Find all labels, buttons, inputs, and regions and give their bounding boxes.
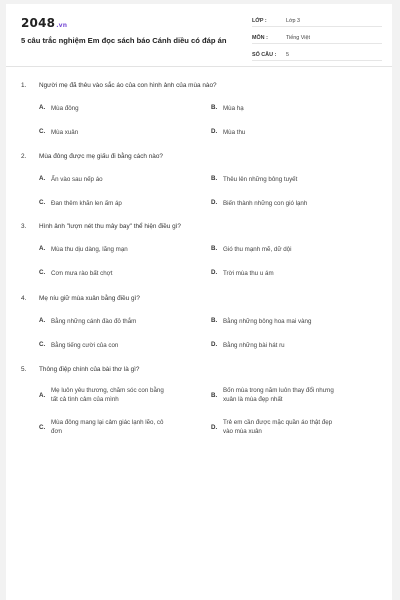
option-text: Biến thành những con gió lạnh [223, 200, 308, 207]
option-text-line: Trẻ em cần được mặc quần áo thật đẹp [223, 419, 333, 426]
option-text: Bằng những cánh đào đỏ thắm [51, 318, 137, 325]
question-text: Thông điệp chính của bài thơ là gì? [39, 366, 140, 373]
option-text: Mùa đông [51, 105, 79, 112]
option-b[interactable] [211, 245, 291, 254]
option-letter: B. [211, 104, 218, 111]
question-stem [21, 223, 181, 230]
option-letter: C. [39, 128, 46, 135]
option-text: Mùa xuân [51, 129, 79, 136]
option-a[interactable] [39, 317, 136, 326]
question-stem [21, 82, 217, 89]
option-text: Mùa thu [223, 129, 246, 136]
meta-row-question-count [252, 49, 382, 61]
option-text-line: Mẹ luôn yêu thương, chăm sóc con bằng [51, 387, 164, 394]
option-text-line: vào mùa xuân [223, 428, 262, 435]
meta-value: 5 [286, 51, 289, 58]
option-text-line: xuân là mùa đẹp nhất [223, 396, 283, 403]
option-text-line: Mùa đông mang lại cảm giác lạnh lẽo, cô [51, 419, 164, 426]
option-text-line: Bốn mùa trong năm luôn thay đổi nhưng [223, 387, 334, 394]
option-d[interactable] [211, 341, 285, 350]
option-d[interactable] [211, 128, 245, 137]
option-letter: D. [211, 423, 218, 431]
option-b[interactable] [211, 175, 297, 184]
question-text: Mẹ níu giữ mùa xuân bằng điều gì? [39, 295, 140, 302]
option-letter: C. [39, 341, 46, 348]
option-text [51, 386, 164, 404]
meta-row-grade [252, 15, 382, 27]
meta-value: Lớp 3 [286, 17, 301, 24]
option-letter: A. [39, 245, 46, 252]
meta-label: MÔN : [252, 34, 268, 41]
question-text: Người mẹ đã thêu vào sắc áo của con hình ảnh của mùa nào? [39, 82, 217, 89]
question-number: 5. [21, 366, 27, 373]
option-text [223, 418, 332, 436]
option-letter: D. [211, 199, 218, 206]
question-stem [21, 366, 139, 373]
option-letter: B. [211, 245, 218, 252]
option-text: Mùa hạ [223, 105, 244, 112]
option-text: Trời mùa thu u ám [223, 270, 274, 277]
question-number: 2. [21, 153, 27, 160]
option-a[interactable] [39, 386, 164, 404]
option-text: Thêu lên những bông tuyết [223, 176, 298, 183]
option-letter: B. [211, 317, 218, 324]
option-letter: B. [211, 391, 218, 399]
option-letter: D. [211, 269, 218, 276]
option-c[interactable] [39, 128, 78, 137]
option-c[interactable] [39, 418, 163, 436]
option-letter: C. [39, 423, 46, 431]
meta-info [252, 15, 382, 66]
option-letter: D. [211, 341, 218, 348]
logo-suffix: .vn [56, 22, 68, 29]
option-c[interactable] [39, 199, 122, 208]
option-letter: A. [39, 317, 46, 324]
option-text [223, 386, 334, 404]
option-letter: D. [211, 128, 218, 135]
option-c[interactable] [39, 269, 112, 278]
worksheet-page [6, 4, 392, 600]
option-text: Đan thêm khăn len ấm áp [51, 200, 122, 207]
option-text: Ẩn vào sau nếp áo [51, 176, 103, 183]
option-a[interactable] [39, 104, 79, 113]
question-stem [21, 153, 163, 160]
option-d[interactable] [211, 269, 274, 278]
meta-label: SỐ CÂU : [252, 51, 277, 58]
option-text: Mùa thu dịu dàng, lãng mạn [51, 246, 128, 253]
meta-value: Tiếng Việt [286, 34, 310, 41]
option-letter: A. [39, 104, 46, 111]
logo-main: 2048 [21, 16, 56, 30]
question-number: 1. [21, 82, 27, 89]
question-text: Hình ảnh "lượn nét thu mây bay" thể hiện điều gì? [39, 223, 181, 230]
meta-label: LỚP : [252, 17, 267, 24]
option-text-line: đơn [51, 428, 62, 435]
option-letter: C. [39, 199, 46, 206]
option-text: Bằng những bài hát ru [223, 342, 285, 349]
option-letter: A. [39, 175, 46, 182]
option-letter: B. [211, 175, 218, 182]
option-d[interactable] [211, 418, 332, 436]
question-number: 3. [21, 223, 27, 230]
question-text: Mùa đông được mẹ giấu đi bằng cách nào? [39, 153, 163, 160]
question-number: 4. [21, 295, 27, 302]
question-stem [21, 295, 140, 302]
option-a[interactable] [39, 175, 103, 184]
option-text: Cơn mưa rào bất chợt [51, 270, 113, 277]
document-title: 5 câu trắc nghiệm Em đọc sách báo Cánh diều có đáp án [21, 36, 227, 45]
option-b[interactable] [211, 386, 334, 404]
option-text: Bằng tiếng cười của con [51, 342, 119, 349]
site-logo[interactable] [21, 16, 67, 30]
option-letter: C. [39, 269, 46, 276]
option-text [51, 418, 163, 436]
option-b[interactable] [211, 104, 244, 113]
meta-row-subject [252, 32, 382, 44]
option-a[interactable] [39, 245, 128, 254]
worksheet-header [6, 4, 392, 67]
option-letter: A. [39, 391, 46, 399]
option-d[interactable] [211, 199, 307, 208]
option-text: Bằng những bông hoa mai vàng [223, 318, 312, 325]
option-text: Gió thu mạnh mẽ, dữ dội [223, 246, 292, 253]
option-b[interactable] [211, 317, 311, 326]
option-text-line: tất cả tình cảm của mình [51, 396, 119, 403]
option-c[interactable] [39, 341, 118, 350]
